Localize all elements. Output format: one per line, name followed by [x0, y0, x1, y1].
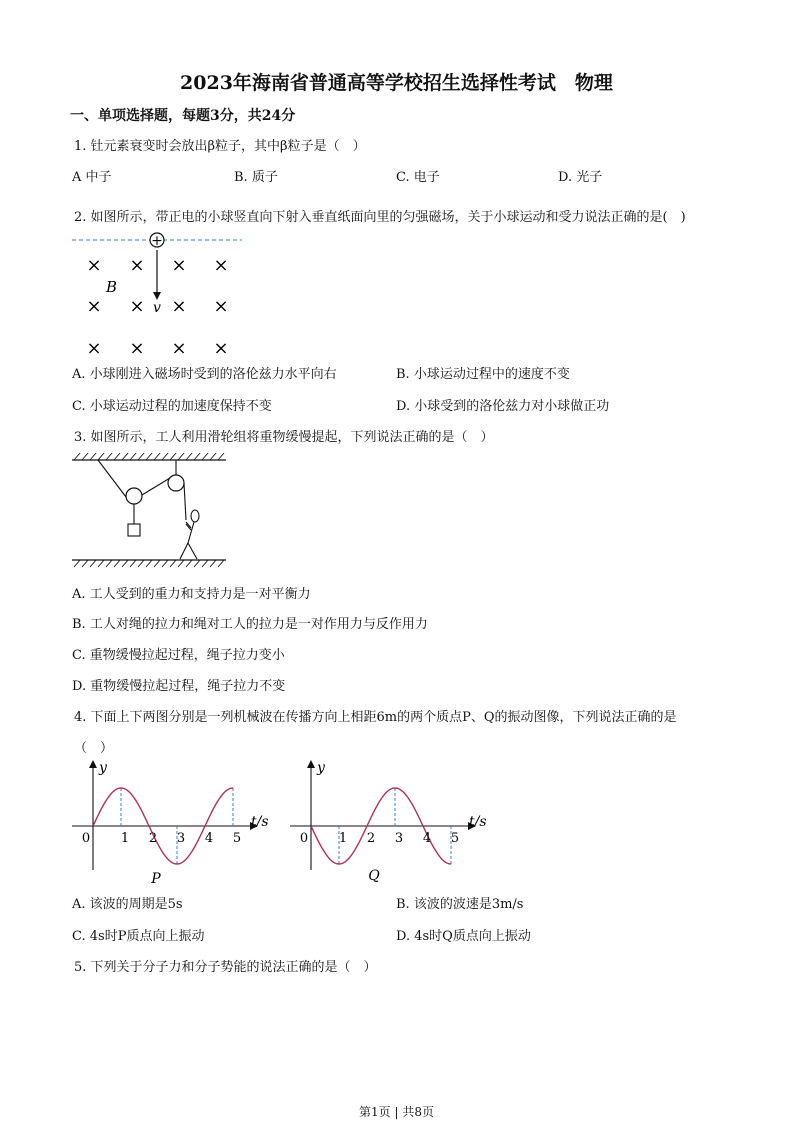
- ceiling: [72, 453, 226, 460]
- question-3-stem: 3. 如图所示，工人利用滑轮组将重物缓慢提起，下列说法正确的是（ ）: [74, 430, 494, 445]
- pulley-figure: [70, 448, 232, 570]
- ground: [72, 560, 226, 567]
- field-cross: ×: [86, 338, 102, 359]
- field-cross: ×: [171, 296, 187, 317]
- y-axis-arrow: [307, 760, 315, 768]
- question-1-stem: 1. 钍元素衰变时会放出β粒子，其中β粒子是（ ）: [74, 139, 366, 154]
- vibration-graph-q: [286, 758, 496, 888]
- q2-option-d: D. 小球受到的洛伦兹力对小球做正功: [396, 399, 610, 414]
- tick-label: 0: [81, 831, 91, 846]
- field-cross: ×: [171, 338, 187, 359]
- tick-label: 1: [338, 831, 348, 846]
- tick-label: 5: [450, 831, 460, 846]
- field-cross: ×: [129, 296, 145, 317]
- q2-option-a: A. 小球刚进入磁场时受到的洛伦兹力水平向右: [72, 367, 337, 382]
- field-cross: ×: [213, 338, 229, 359]
- q1-option-a: A 中子: [72, 170, 112, 185]
- page-footer: 第1页 | 共8页: [359, 1105, 434, 1119]
- tick-label: 2: [366, 831, 376, 846]
- q2-option-b: B. 小球运动过程中的速度不变: [396, 367, 570, 382]
- field-cross: ×: [213, 296, 229, 317]
- question-5-stem: 5. 下列关于分子力和分子势能的说法正确的是（ ）: [74, 960, 377, 975]
- q4-option-c: C. 4s时P质点向上振动: [72, 929, 205, 944]
- graph-label-q: Q: [368, 868, 380, 884]
- y-axis-label: y: [317, 760, 325, 776]
- q3-option-c: C. 重物缓慢拉起过程，绳子拉力变小: [72, 648, 285, 663]
- tick-label: 4: [204, 831, 214, 846]
- tick-label: 3: [176, 831, 186, 846]
- t-axis-label: t/s: [251, 814, 269, 830]
- tick-label: 0: [299, 831, 309, 846]
- weight-block: [128, 524, 140, 536]
- tick-labels: [300, 831, 459, 846]
- vibration-graph-p: [68, 758, 278, 888]
- q4-option-b: B. 该波的波速是3m/s: [396, 897, 524, 912]
- question-4-stem-cont: （ ）: [74, 741, 114, 756]
- question-2-stem: 2. 如图所示，带正电的小球竖直向下射入垂直纸面向里的匀强磁场，关于小球运动和受力说法正确的是( ): [74, 210, 686, 225]
- charge-plus-symbol: +: [151, 233, 163, 249]
- field-cross: ×: [171, 255, 187, 276]
- rope: [98, 460, 186, 524]
- field-label: B: [106, 278, 118, 296]
- q1-option-b: B. 质子: [234, 170, 278, 185]
- q3-option-b: B. 工人对绳的拉力和绳对工人的拉力是一对作用力与反作用力: [72, 617, 428, 632]
- fixed-pulley: [168, 475, 184, 491]
- q2-option-c: C. 小球运动过程的加速度保持不变: [72, 399, 272, 414]
- tick-label: 5: [232, 831, 242, 846]
- q4-option-a: A. 该波的周期是5s: [72, 897, 183, 912]
- field-cross: ×: [86, 255, 102, 276]
- tick-label: 3: [394, 831, 404, 846]
- q1-option-d: D. 光子: [558, 170, 603, 185]
- field-cross: ×: [213, 255, 229, 276]
- y-axis-arrow: [89, 760, 97, 768]
- section-heading: 一、单项选择题，每题3分，共24分: [70, 108, 296, 124]
- question-4-stem: 4. 下面上下两图分别是一列机械波在传播方向上相距6m的两个质点P、Q的振动图像，下列说法正确的是: [74, 710, 677, 725]
- tick-label: 1: [120, 831, 130, 846]
- q3-option-d: D. 重物缓慢拉起过程，绳子拉力不变: [72, 679, 286, 694]
- field-cross: ×: [129, 338, 145, 359]
- t-axis-label: t/s: [469, 814, 487, 830]
- tick-label: 4: [422, 831, 432, 846]
- worker-figure: [180, 510, 199, 559]
- field-cross: ×: [86, 296, 102, 317]
- q1-option-c: C. 电子: [396, 170, 440, 185]
- page-title: 2023年海南省普通高等学校招生选择性考试 物理: [180, 72, 613, 94]
- y-axis-label: y: [99, 760, 107, 776]
- field-cross: ×: [129, 255, 145, 276]
- velocity-label: v: [153, 300, 161, 316]
- velocity-arrowhead: [153, 292, 161, 300]
- q4-option-d: D. 4s时Q质点向上振动: [396, 929, 531, 944]
- q3-option-a: A. 工人受到的重力和支持力是一对平衡力: [72, 587, 311, 602]
- tick-labels: [82, 831, 241, 846]
- movable-pulley: [126, 488, 142, 504]
- tick-label: 2: [148, 831, 158, 846]
- magnetic-field-figure: [70, 228, 250, 360]
- graph-label-p: P: [151, 871, 161, 887]
